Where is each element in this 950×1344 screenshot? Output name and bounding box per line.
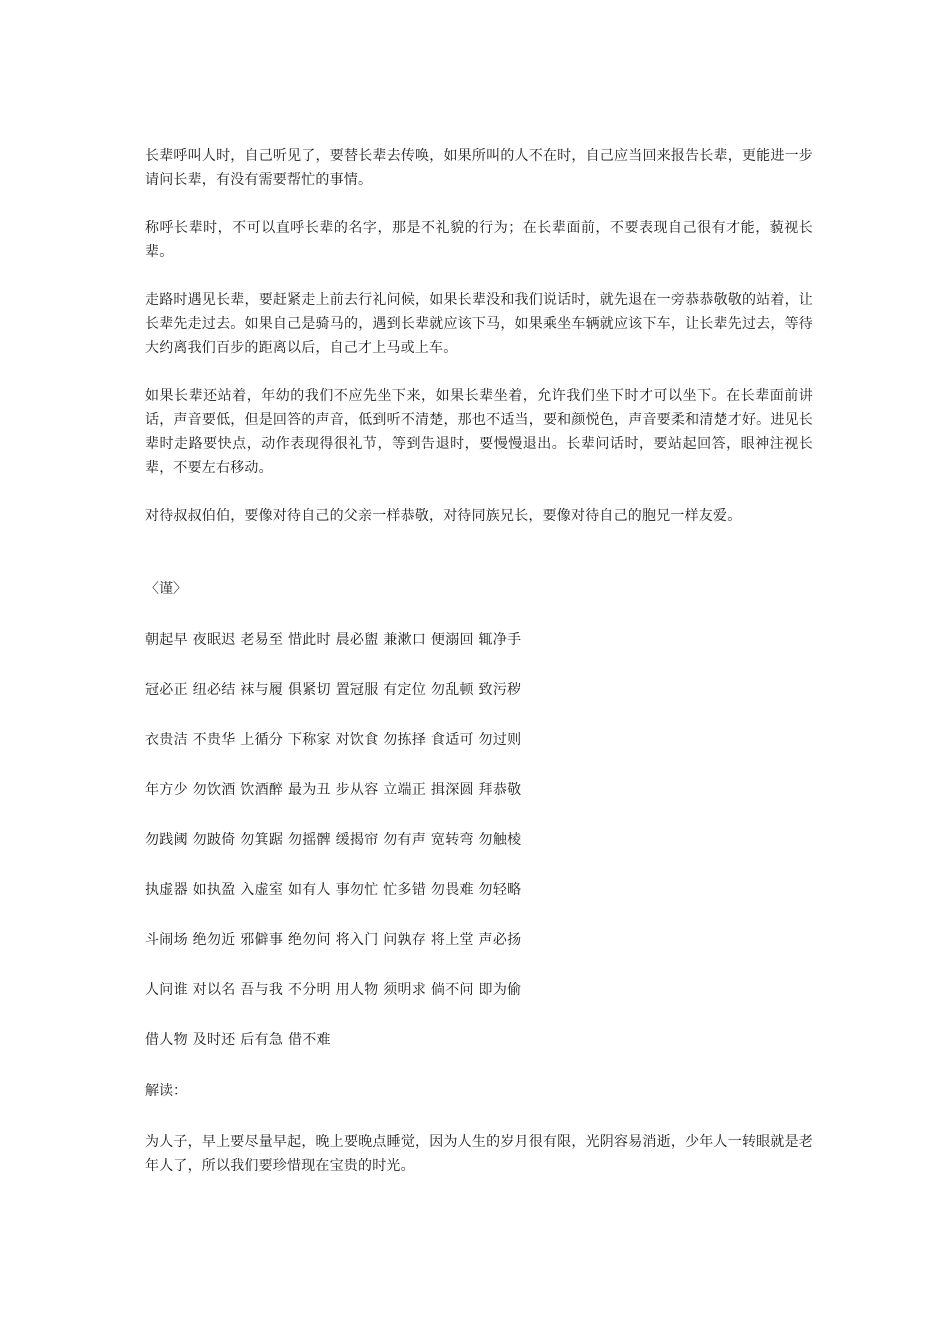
paragraph: 如果长辈还站着，年幼的我们不应先坐下来，如果长辈坐着，允许我们坐下时才可以坐下。在长辈面前讲话，声音要低，但是回答的声音，低到听不清楚，那也不适当，要和颜悦色，声音要柔和清楚才好。进见长辈时走路要快点，动作表现得很礼节，等到告退时，要慢慢退出。长辈问话时，要站起回答，眼神注视长辈，不要左右移动。 (145, 388, 813, 476)
document-page (145, 144, 813, 1178)
verse-line: 人问谁 对以名 吾与我 不分明 用人物 须明求 倘不问 即为偷 (145, 982, 522, 998)
verse-line: 冠必正 纽必结 袜与履 俱紧切 置冠服 有定位 勿乱顿 致污秽 (145, 682, 522, 698)
verse-line: 勿践阈 勿跛倚 勿箕踞 勿摇髀 缓揭帘 勿有声 宽转弯 勿触棱 (145, 832, 522, 848)
verse-line: 年方少 勿饮酒 饮酒醉 最为丑 步从容 立端正 揖深圆 拜恭敬 (145, 782, 522, 798)
section-heading: 〈谨〉 (145, 581, 187, 597)
interpretation-label: 解读： (145, 1083, 187, 1099)
verse-line: 借人物 及时还 后有急 借不难 (145, 1032, 331, 1048)
verse-line: 执虚器 如执盈 入虚室 如有人 事勿忙 忙多错 勿畏难 勿轻略 (145, 882, 522, 898)
paragraph: 走路时遇见长辈，要赶紧走上前去行礼问候，如果长辈没和我们说话时，就先退在一旁恭恭敬敬的站着，让长辈先走过去。如果自己是骑马的，遇到长辈就应该下马，如果乘坐车辆就应该下车，让长辈先过去，等待大约离我们百步的距离以后，自己才上马或上车。 (145, 292, 813, 356)
paragraph: 长辈呼叫人时，自己听见了，要替长辈去传唤，如果所叫的人不在时，自己应当回来报告长辈，更能进一步请问长辈，有没有需要帮忙的事情。 (145, 148, 813, 188)
paragraph: 对待叔叔伯伯，要像对待自己的父亲一样恭敬，对待同族兄长，要像对待自己的胞兄一样友爱。 (145, 508, 742, 524)
verse-line: 斗闹场 绝勿近 邪僻事 绝勿问 将入门 问孰存 将上堂 声必扬 (145, 932, 522, 948)
verse-line: 衣贵洁 不贵华 上循分 下称家 对饮食 勿拣择 食适可 勿过则 (145, 732, 522, 748)
paragraph: 称呼长辈时，不可以直呼长辈的名字，那是不礼貌的行为；在长辈面前，不要表现自己很有才能，藐视长辈。 (145, 220, 813, 260)
paragraph: 为人子，早上要尽量早起，晚上要晚点睡觉，因为人生的岁月很有限，光阴容易消逝，少年人一转眼就是老年人了，所以我们要珍惜现在宝贵的时光。 (145, 1134, 813, 1174)
verse-line: 朝起早 夜眠迟 老易至 惜此时 晨必盥 兼漱口 便溺回 辄净手 (145, 632, 522, 648)
